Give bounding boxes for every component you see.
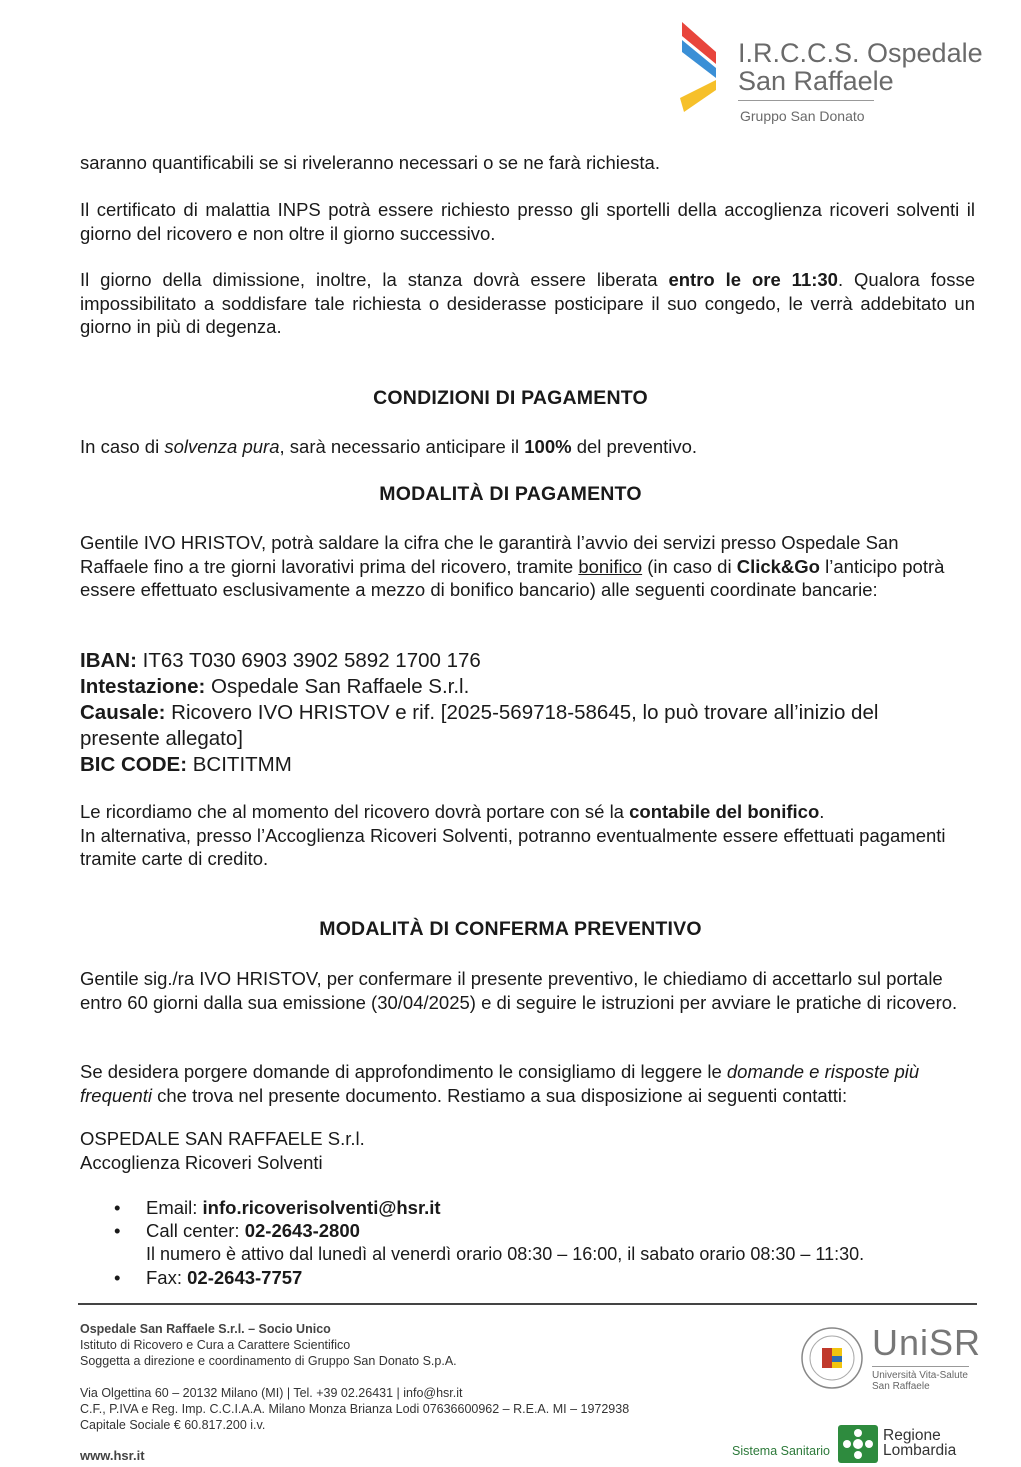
reminder-text-a: Le ricordiamo che al momento del ricovero dovrà portare con sé la [80,801,630,822]
section-title-payment: MODALITÀ DI PAGAMENTO [379,483,642,505]
footer-company: Ospedale San Raffaele S.r.l. – Socio Unico [80,1322,331,1336]
bank-reason-row [80,700,960,752]
bank-bic-row [80,752,960,778]
hospital-logo [676,18,986,130]
reason-value: Ricovero IVO HRISTOV e rif. [2025-569718-58645, lo può trovare all’inizio del presente allegato] [80,701,879,750]
fax-label: Fax: [146,1267,188,1288]
discharge-text-c: . Qualora fosse impossibilitato a soddisfare tale richiesta o desiderasse posticipare il suo congedo, le verrà addebitato un giorno in più di degenza. [80,269,975,337]
footer-company-block [80,1321,457,1369]
payment-clickgo: Click&Go [736,555,820,577]
paragraph-inps-text: Il certificato di malattia INPS potrà essere richiesto presso gli sportelli della accoglienza ricoveri solventi il giorno del ricovero e non oltre il giorno successivo. [80,199,975,244]
hospital-logo-mark-icon [676,18,720,114]
discharge-text-a: Il giorno della dimissione, inoltre, la stanza dovrà essere liberata [80,269,669,290]
paragraph-organization [80,1127,975,1174]
contact-email [80,1196,980,1219]
confirmation-text: Gentile sig./ra IVO HRISTOV, per confermare il presente preventivo, le chiediamo di accettarlo sul portale entro 60 giorni dalla sua emissione (30/04/2025) e di seguire le istruzioni per avviare le pratiche di ricovero. [80,968,958,1013]
logo-title-line1: I.R.C.C.S. Ospedale [738,38,983,68]
footer-address: Via Olgettina 60 – 20132 Milano (MI) | Tel. +39 02.26431 | info@hsr.it [80,1386,463,1400]
bank-iban-row [80,648,960,674]
payment-text-c: (in caso di [642,555,737,577]
faq-text-a: Se desidera porgere domande di approfondimento le consigliamo di leggere le [80,1061,727,1082]
contact-fax [80,1266,980,1289]
contacts-list [80,1196,980,1289]
fax-number: 02-2643-7757 [187,1267,303,1288]
paragraph-payment [80,531,960,602]
paragraph-faq [80,1060,970,1107]
bullet-icon: • [114,1220,121,1241]
reminder-contabile: contabile del bonifico [629,801,820,822]
reason-label: Causale: [80,701,166,724]
logo-divider [738,100,874,101]
paragraph-confirmation [80,967,970,1014]
holder-label: Intestazione: [80,675,206,698]
iban-label: IBAN: [80,649,137,672]
org-department: Accoglienza Ricoveri Solventi [80,1151,323,1173]
footer-direction: Soggetta a direzione e coordinamento di Gruppo San Donato S.p.A. [80,1354,457,1368]
call-number[interactable]: 02-2643-2800 [244,1220,360,1241]
bic-value: BCITITMM [187,753,292,776]
call-label: Call center: [146,1220,245,1241]
discharge-time: entro le ore 11:30 [668,269,838,290]
paragraph-quantifiable [80,151,975,175]
conditions-solvenza: solvenza pura [164,436,280,457]
bank-details [80,648,960,778]
footer-address-block [80,1385,629,1433]
iban-value: IT63 T030 6903 3902 5892 1700 176 [136,649,481,672]
holder-value: Ospedale San Raffaele S.r.l. [205,675,470,698]
section-title-confirmation: MODALITÀ DI CONFERMA PREVENTIVO [319,918,702,940]
footer-irccs: Istituto di Ricovero e Cura a Carattere Scientifico [80,1338,351,1352]
org-name: OSPEDALE SAN RAFFAELE S.r.l. [80,1128,365,1149]
footer-website[interactable]: www.hsr.it [80,1448,145,1463]
bic-label: BIC CODE: [80,753,188,776]
footer-divider [78,1303,977,1305]
payment-text-e: l’anticipo potrà essere effettuato esclusivamente a mezzo di bonifico bancario) alle seguenti coordinate bancarie: [80,555,945,600]
faq-link-text: domande e risposte più frequenti [80,1061,920,1106]
footer-fiscal: C.F., P.IVA e Reg. Imp. C.C.I.A.A. Milano Monza Brianza Lodi 07636600962 – R.E.A. MI – 1972938 [80,1402,630,1416]
reminder-alternative: In alternativa, presso l’Accoglienza Ricoveri Solventi, potranno eventualmente essere effettuati pagamenti tramite carte di credito. [80,824,946,869]
regione-lombardia-cross-icon [838,1425,878,1463]
unisr-divider [872,1366,969,1367]
unisr-sub2: San Raffaele [872,1381,930,1392]
bullet-icon: • [114,1267,121,1288]
contact-call-center [80,1219,980,1266]
conditions-text-1: In caso di [80,436,165,457]
conditions-percent: 100% [524,436,572,457]
section-title-conditions: CONDIZIONI DI PAGAMENTO [373,387,648,409]
sistema-sanitario-label: Sistema Sanitario [732,1444,830,1458]
regione-line1: Regione [883,1427,941,1444]
unisr-subtitle [872,1370,968,1392]
email-link[interactable]: info.ricoverisolventi@hsr.it [202,1197,441,1218]
unisr-sub1: Università Vita-Salute [872,1370,968,1381]
logo-title-line2: San Raffaele [738,66,894,96]
regione-line2: Lombardia [883,1442,957,1459]
reminder-text-c: . [819,801,825,822]
bullet-icon: • [114,1197,121,1218]
faq-text-c: che trova nel presente documento. Restiamo a sua disposizione ai seguenti contatti: [152,1084,848,1106]
unisr-name: UniSR [872,1322,982,1363]
unisr-seal-icon [800,1326,864,1390]
conditions-text-5: del preventivo. [571,436,698,457]
payment-text-a: Gentile IVO HRISTOV, potrà saldare la cifra che le garantirà l’avvio dei servizi presso Ospedale San Raffaele fino a tre giorni lavorativi prima del ricovero, tramite [80,532,899,577]
paragraph-discharge [80,268,975,339]
paragraph-reminder [80,800,960,871]
paragraph-conditions [80,435,975,459]
call-hours: Il numero è attivo dal lunedì al venerdì orario 08:30 – 16:00, il sabato orario 08:30 – 11:30. [146,1244,865,1264]
regione-text [883,1428,956,1458]
paragraph-quantifiable-text: saranno quantificabili se si riveleranno necessari o se ne farà richiesta. [80,152,660,173]
logo-group: Gruppo San Donato [740,108,865,124]
bank-holder-row [80,674,960,700]
conditions-text-3: , sarà necessario anticipare il [279,436,525,457]
paragraph-inps [80,198,975,245]
footer-capital: Capitale Sociale € 60.817.200 i.v. [80,1418,266,1432]
payment-bonifico: bonifico [578,555,643,577]
email-label: Email: [146,1197,203,1218]
